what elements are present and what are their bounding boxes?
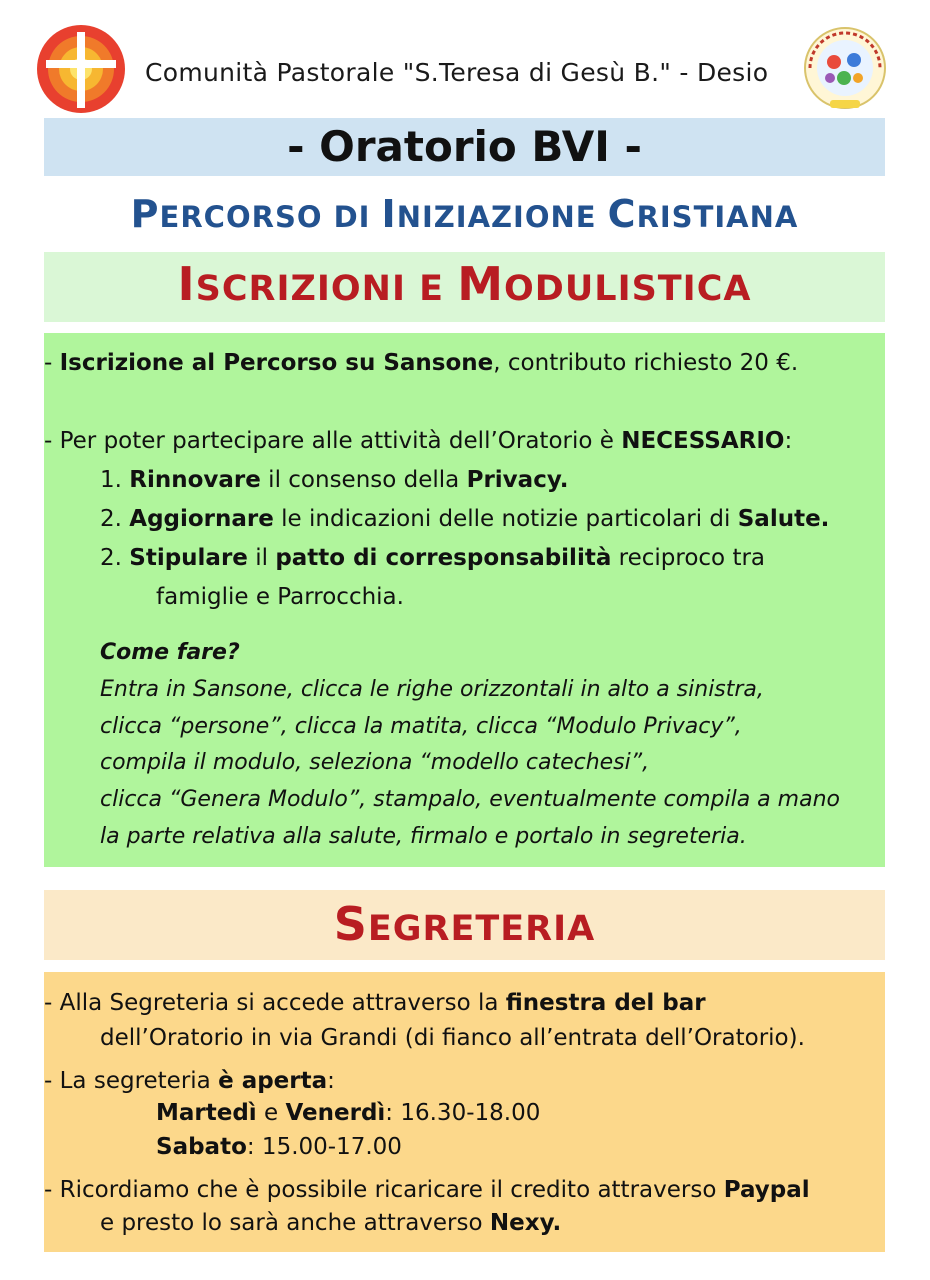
come-fare-line: clicca “Genera Modulo”, stampalo, eventualmente compila a mano (100, 787, 840, 812)
oratorio-logo (800, 26, 890, 110)
oratorio-title: - Oratorio BVI - (287, 122, 642, 171)
requisito-item: 1. Rinnovare il consenso della Privacy. (100, 467, 569, 493)
come-fare-heading: Come fare? (100, 640, 240, 665)
segreteria-accesso: - Alla Segreteria si accede attraverso la finestra del bar (44, 990, 706, 1016)
requisito-item-continuation: famiglie e Parrocchia. (156, 584, 404, 610)
segreteria-accesso-continuation: dell’Oratorio in via Grandi (di fianco all’entrata dell’Oratorio). (100, 1025, 805, 1051)
segreteria-title: SEGRETERIA (333, 897, 596, 951)
come-fare-line: clicca “persone”, clicca la matita, clicca “Modulo Privacy”, (100, 714, 742, 739)
iscrizione-line: - Iscrizione al Percorso su Sansone, contributo richiesto 20 €. (44, 350, 799, 376)
requisiti-intro: - Per poter partecipare alle attività dell’Oratorio è NECESSARIO: (44, 428, 793, 454)
orario-martedi-venerdi: Martedì e Venerdì: 16.30-18.00 (156, 1100, 541, 1126)
segreteria-credito-continuation: e presto lo sarà anche attraverso Nexy. (100, 1210, 562, 1236)
come-fare-line: compila il modulo, seleziona “modello catechesi”, (100, 750, 650, 775)
community-logo (32, 24, 130, 114)
segreteria-credito: - Ricordiamo che è possibile ricaricare il credito attraverso Paypal (44, 1177, 810, 1203)
come-fare-line: la parte relativa alla salute, firmalo e portalo in segreteria. (100, 824, 747, 849)
orario-sabato: Sabato: 15.00-17.00 (156, 1134, 402, 1160)
segreteria-aperta: - La segreteria è aperta: (44, 1068, 335, 1094)
requisito-item: 2. Aggiornare le indicazioni delle notizie particolari di Salute. (100, 506, 830, 532)
come-fare-line: Entra in Sansone, clicca le righe orizzontali in alto a sinistra, (100, 677, 764, 702)
iscrizioni-title: ISCRIZIONI E MODULISTICA (177, 257, 752, 311)
percorso-title: PERCORSO DI INIZIAZIONE CRISTIANA (130, 192, 799, 236)
requisito-item: 2. Stipulare il patto di corresponsabilità reciproco tra (100, 545, 766, 571)
community-name: Comunità Pastorale "S.Teresa di Gesù B." - Desio (145, 58, 769, 87)
